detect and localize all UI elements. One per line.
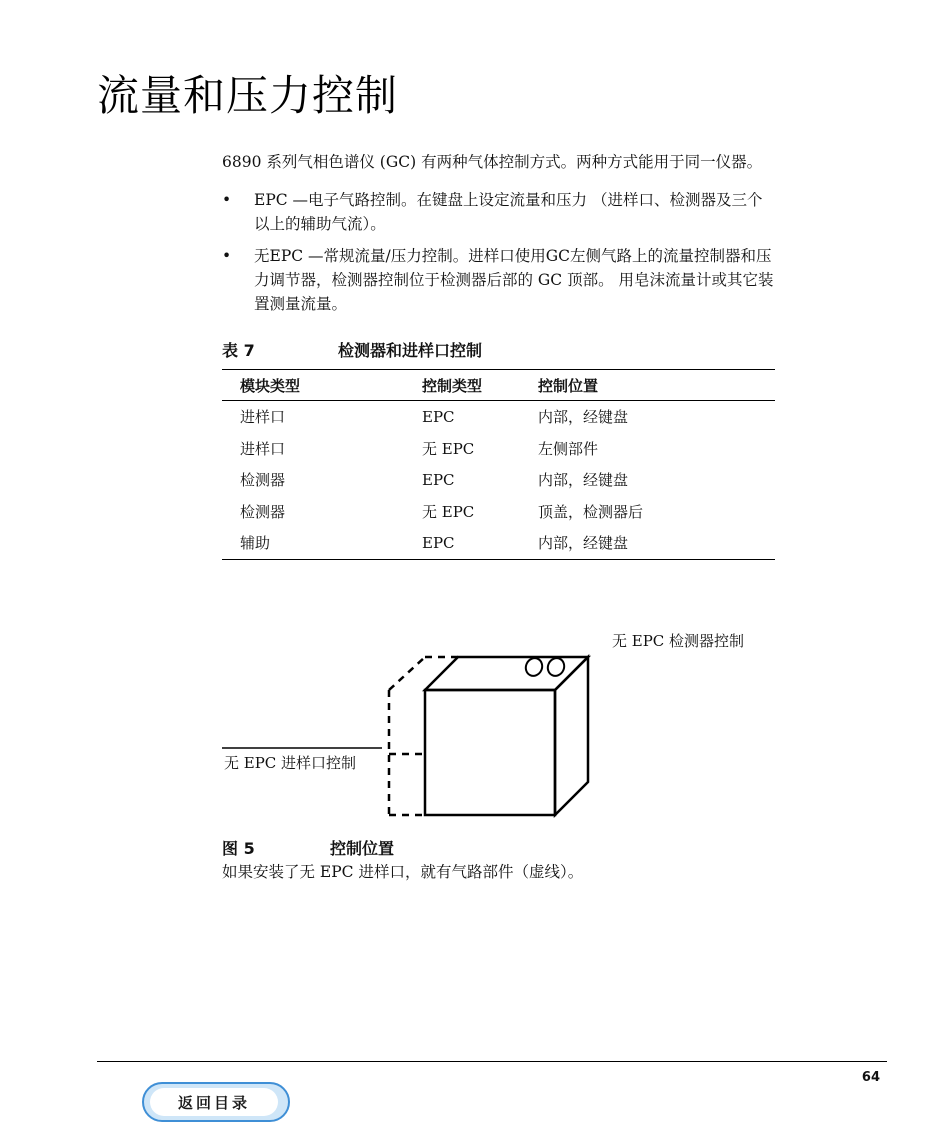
- table-cell: 辅助: [222, 527, 422, 559]
- detector-control-label: 无 EPC 检测器控制: [612, 632, 745, 650]
- bullet-mark: •: [222, 191, 232, 209]
- table-cell: 左侧部件: [538, 439, 599, 458]
- table-header-row: [222, 370, 775, 401]
- bullet-line: EPC —电子气路控制。在键盘上设定流量和压力 （进样口、检测器及三个: [254, 191, 763, 209]
- detector-oval: [545, 655, 567, 678]
- table-row: [222, 401, 775, 433]
- intro-paragraph: 6890 系列气相色谱仪 (GC) 有两种气体控制方式。两种方式能用于同一仪器。: [222, 153, 763, 171]
- table-cell: 内部，经键盘: [538, 471, 629, 490]
- detector-oval: [523, 655, 545, 678]
- inlet-control-label: 无 EPC 进样口控制: [224, 754, 357, 772]
- figure-caption: [222, 836, 395, 859]
- table-cell: 进样口: [240, 439, 286, 458]
- figure-caption-number: 图 5: [222, 839, 255, 858]
- table-cell: EPC: [422, 407, 455, 426]
- gc-right-face: [555, 657, 588, 815]
- table-caption: [222, 338, 483, 361]
- inlet-dashed-module: [389, 657, 458, 815]
- gc-front-face: [425, 690, 555, 815]
- table-cell: 无 EPC: [422, 502, 475, 521]
- table-cell: 内部，经键盘: [538, 408, 629, 427]
- bullet-line: 力调节器，检测器控制位于检测器后部的 GC 顶部。 用皂沫流量计或其它装: [254, 271, 774, 289]
- header-control-location: 控制位置: [538, 370, 775, 401]
- header-module-type: 模块类型: [222, 370, 422, 401]
- back-to-contents-button[interactable]: [142, 1082, 290, 1122]
- back-to-contents-label[interactable]: 返回目录: [150, 1088, 278, 1116]
- table-cell: 检测器: [240, 471, 286, 490]
- table-cell: 进样口: [240, 408, 286, 427]
- table-cell: 无 EPC: [422, 439, 475, 458]
- page-number: 64: [861, 1070, 880, 1085]
- table-cell: 顶盖，检测器后: [538, 502, 644, 521]
- table-row: [222, 433, 775, 465]
- table-caption-title: 检测器和进样口控制: [338, 341, 483, 360]
- table-caption-number: 表 7: [222, 341, 255, 360]
- table-cell: 内部，经键盘: [538, 527, 775, 559]
- figure-caption-title: 控制位置: [330, 839, 395, 858]
- table-row: [222, 464, 775, 496]
- bullet-line: 以上的辅助气流）。: [254, 215, 386, 233]
- table-row: [222, 496, 775, 528]
- bullet-line: 无EPC —常规流量/压力控制。进样口使用GC左侧气路上的流量控制器和压: [254, 247, 772, 265]
- control-table: [222, 369, 775, 560]
- table-cell: 检测器: [240, 502, 286, 521]
- figure-note: 如果安装了无 EPC 进样口，就有气路部件（虚线）。: [222, 863, 584, 881]
- page-title: 流量和压力控制: [97, 71, 399, 120]
- header-control-type: 控制类型: [422, 370, 538, 401]
- table-row: [222, 527, 775, 559]
- table-cell: EPC: [422, 527, 538, 559]
- bullet-mark: •: [222, 247, 232, 265]
- bullet-line: 置测量流量。: [254, 295, 348, 313]
- table-cell: EPC: [422, 470, 455, 489]
- footer-divider: [97, 1061, 887, 1062]
